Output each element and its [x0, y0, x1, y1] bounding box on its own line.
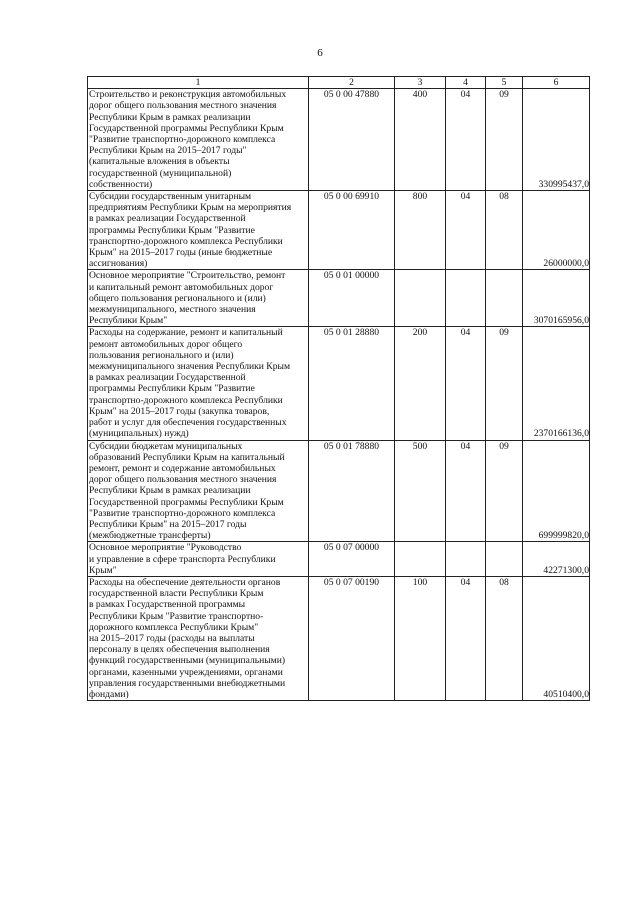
subsection-cell: 08 [486, 191, 523, 270]
amount-cell: 26000000,0 [523, 191, 590, 270]
expense-type-cell: 800 [395, 191, 446, 270]
target-code-cell: 05 0 01 00000 [309, 270, 395, 327]
amount-cell: 2370166136,0 [523, 327, 590, 440]
expense-type-cell: 100 [395, 576, 446, 700]
subsection-cell [486, 270, 523, 327]
target-code-cell: 05 0 01 28880 [309, 327, 395, 440]
expense-name-cell: Строительство и реконструкция автомобильных дорог общего пользования местного значения Республики Крым в рамках реализации Государственной программы Республики Крым "Развитие транспортно-дорожного комплекса Республики Крым на 2015–2017 годы" (капитальные вложения в объекты государственной (муниципальной) собственности) [88, 89, 309, 191]
expense-name-cell: Расходы на содержание, ремонт и капитальный ремонт автомобильных дорог общего пользования регионального и (или) межмуниципального значения Республики Крым в рамках реализации Государственной программы Республики Крым "Развитие транспортно-дорожного комплекса Республики Крым" на 2015–2017 годы (закупка товаров, работ и услуг для обеспечения государственных (муниципальных) нужд) [88, 327, 309, 440]
column-header: 2 [309, 77, 395, 89]
section-cell: 04 [446, 327, 486, 440]
section-cell [446, 270, 486, 327]
expense-name-cell: Основное мероприятие "Руководство и управление в сфере транспорта Республики Крым" [88, 542, 309, 577]
column-header: 6 [523, 77, 590, 89]
section-cell: 04 [446, 191, 486, 270]
section-cell [446, 542, 486, 577]
section-cell: 04 [446, 440, 486, 542]
column-header: 5 [486, 77, 523, 89]
table-row [88, 270, 590, 327]
column-header: 1 [88, 77, 309, 89]
expense-type-cell [395, 542, 446, 577]
column-header: 3 [395, 77, 446, 89]
section-cell: 04 [446, 89, 486, 191]
expense-type-cell [395, 270, 446, 327]
table-row [88, 89, 590, 191]
section-cell: 04 [446, 576, 486, 700]
table-row [88, 440, 590, 542]
subsection-cell [486, 542, 523, 577]
target-code-cell: 05 0 07 00000 [309, 542, 395, 577]
subsection-cell: 09 [486, 89, 523, 191]
amount-cell: 40510400,0 [523, 576, 590, 700]
page-number: 6 [317, 47, 323, 59]
target-code-cell: 05 0 01 78880 [309, 440, 395, 542]
expense-name-cell: Расходы на обеспечение деятельности органов государственной власти Республики Крым в рамках Государственной программы Республики Крым "Развитие транспортно- дорожного комплекса Республики Крым" на 2015–2017 годы (расходы на выплаты персоналу в целях обеспечения выполнения функций государственными (муниципальными) органами, казенными учреждениями, органами управления государственными внебюджетными фондами) [88, 576, 309, 700]
amount-cell: 3070165956,0 [523, 270, 590, 327]
budget-table [87, 76, 590, 701]
table-header-row [88, 77, 590, 89]
table-row [88, 327, 590, 440]
subsection-cell: 08 [486, 576, 523, 700]
expense-name-cell: Субсидии бюджетам муниципальных образований Республики Крым на капитальный ремонт, ремонт и содержание автомобильных дорог общего пользования местного значения Республики Крым в рамках реализации Государственной программы Республики Крым "Развитие транспортно-дорожного комплекса Республики Крым" на 2015–2017 годы (межбюджетные трансферты) [88, 440, 309, 542]
table-row [88, 542, 590, 577]
subsection-cell: 09 [486, 440, 523, 542]
expense-name-cell: Основное мероприятие "Строительство, ремонт и капитальный ремонт автомобильных дорог общего пользования регионального и (или) межмуниципального, местного значения Республики Крым" [88, 270, 309, 327]
expense-name-cell: Субсидии государственным унитарным предприятиям Республики Крым на мероприятия в рамках реализации Государственной программы Республики Крым "Развитие транспортно-дорожного комплекса Республики Крым" на 2015–2017 годы (иные бюджетные ассигнования) [88, 191, 309, 270]
subsection-cell: 09 [486, 327, 523, 440]
amount-cell: 330995437,0 [523, 89, 590, 191]
amount-cell: 699999820,0 [523, 440, 590, 542]
expense-type-cell: 500 [395, 440, 446, 542]
target-code-cell: 05 0 00 47880 [309, 89, 395, 191]
table-row [88, 191, 590, 270]
table-row [88, 576, 590, 700]
expense-type-cell: 400 [395, 89, 446, 191]
expense-type-cell: 200 [395, 327, 446, 440]
target-code-cell: 05 0 07 00190 [309, 576, 395, 700]
amount-cell: 42271300,0 [523, 542, 590, 577]
column-header: 4 [446, 77, 486, 89]
target-code-cell: 05 0 00 69910 [309, 191, 395, 270]
